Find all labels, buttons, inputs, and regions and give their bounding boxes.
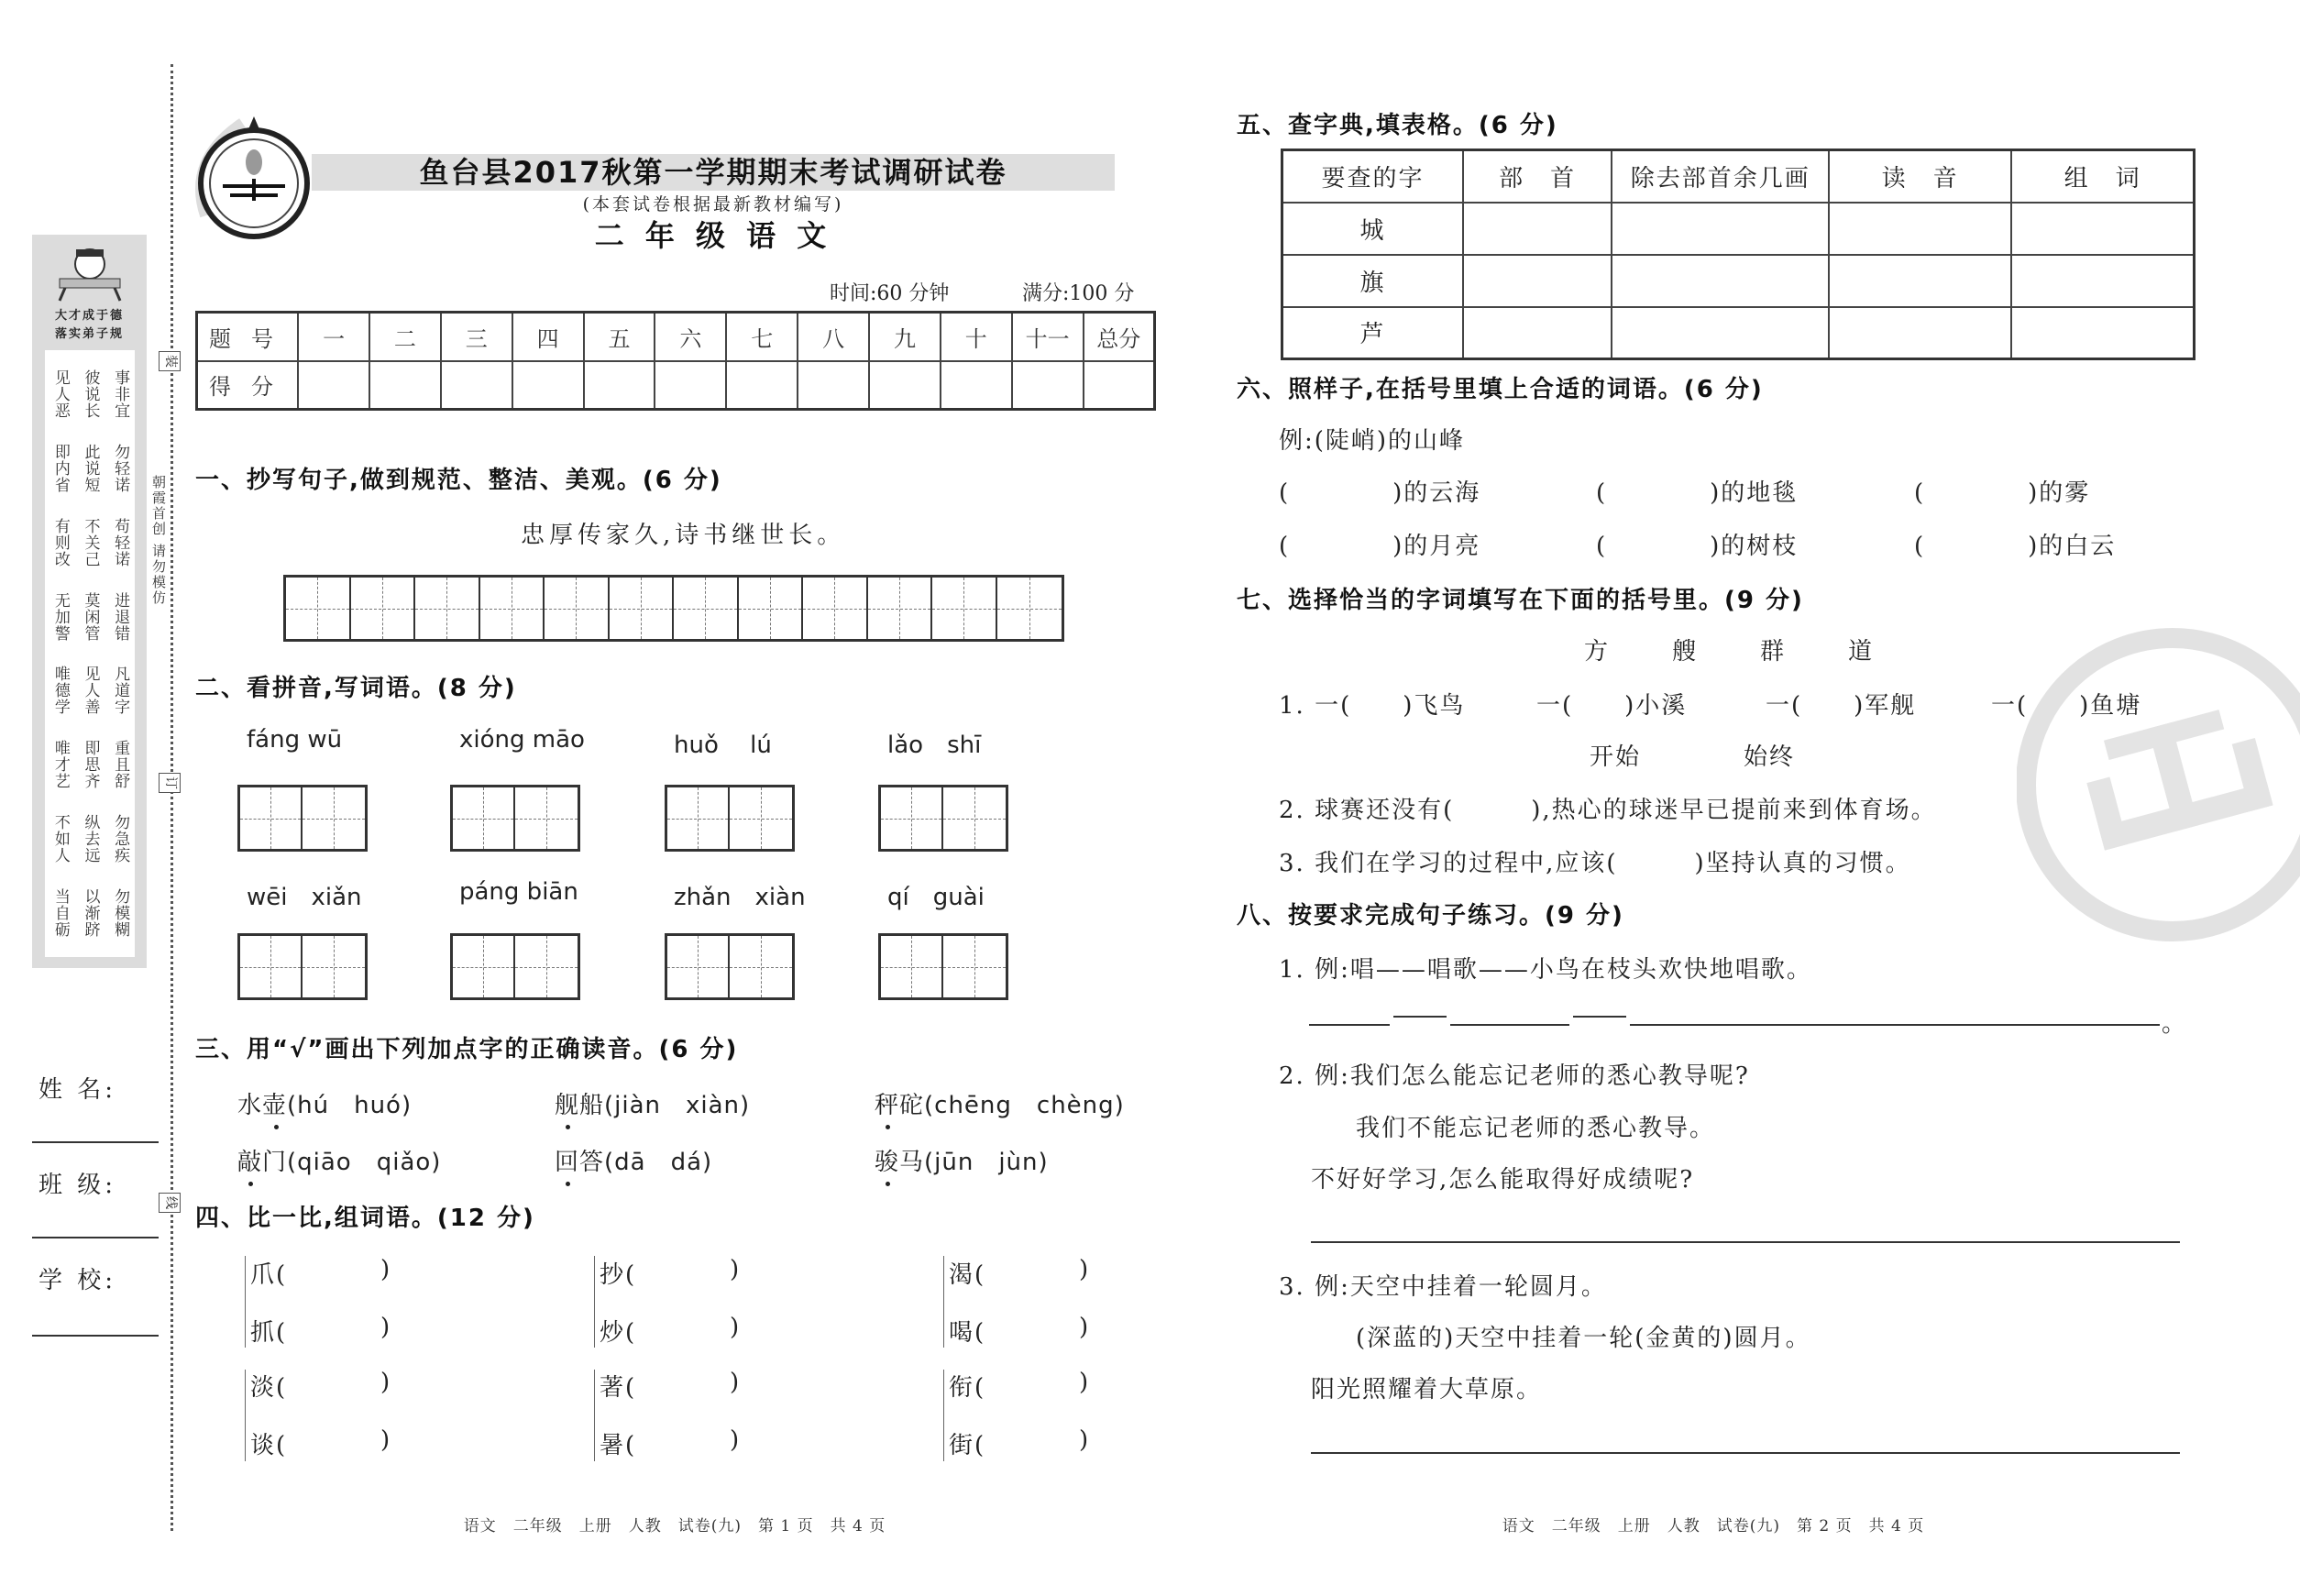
motto-line: 大才成于德 (54, 309, 124, 323)
pinyin-answer-box[interactable] (237, 785, 368, 852)
verse-group (45, 518, 135, 567)
pinyin-label: wēi xiǎn (247, 884, 362, 911)
compare-char: 衔( (949, 1374, 986, 1402)
score-header-cell: 三 (441, 313, 512, 361)
exam-title: 鱼台县2017秋第一学期期末考试调研试卷 (419, 155, 1007, 190)
answer-cell[interactable] (2011, 203, 2194, 255)
verse-line: 事非宜 (111, 369, 130, 420)
q7-choices-1: 方 艘 群 道 (1584, 638, 1878, 666)
word-answer-blank[interactable] (291, 1314, 378, 1345)
score-header-cell: 一 (298, 313, 369, 361)
compare-char: 淡( (250, 1374, 288, 1402)
verse-line: 当自砺 (50, 887, 70, 938)
q8-example-1: 1. 例:唱——唱歌——小鸟在枝头欢快地唱歌。 (1279, 956, 1812, 984)
score-header-cell: 七 (726, 313, 798, 361)
q7-item-1a: 1. 一( )飞鸟 (1279, 692, 1466, 720)
q7-heading: 七、选择恰当的字词填写在下面的括号里。(9 分) (1237, 587, 1804, 614)
verse-line: 以渐跻 (81, 887, 100, 938)
writing-cell[interactable] (739, 578, 804, 639)
answer-cell[interactable] (1612, 255, 1829, 307)
score-cell[interactable] (1084, 361, 1155, 410)
q2-heading: 二、看拼音,写词语。(8 分) (195, 675, 517, 702)
word-answer-blank[interactable] (291, 1426, 378, 1458)
word-answer-blank[interactable] (640, 1314, 727, 1345)
writing-cell[interactable] (453, 787, 515, 849)
q6-heading: 六、照样子,在括号里填上合适的词语。(6 分) (1237, 376, 1764, 403)
compare-char: 渴( (949, 1261, 986, 1289)
pinyin-answer-box[interactable] (237, 933, 368, 1000)
score-table (195, 311, 1156, 411)
word-answer-blank[interactable] (291, 1256, 378, 1287)
score-header-cell: 总分 (1084, 313, 1155, 361)
verse-group (45, 369, 135, 419)
writing-cell[interactable] (881, 936, 943, 997)
verse-line: 有则改 (50, 517, 70, 567)
verse-group (45, 888, 135, 938)
pronunciation-item[interactable]: 秤砣(chēng chèng) (875, 1092, 1125, 1119)
writing-cell[interactable] (674, 578, 739, 639)
writing-cell[interactable] (453, 936, 515, 997)
compare-bracket (943, 1370, 944, 1461)
word-answer-blank[interactable] (989, 1256, 1076, 1287)
q1-writing-grid[interactable] (283, 575, 1064, 642)
compare-char: 抓( (250, 1319, 288, 1347)
answer-cell[interactable] (1463, 307, 1612, 359)
verse-line: 进退错 (111, 591, 130, 642)
score-label-cell: 得分 (197, 361, 299, 410)
q7-item-1b: 一( )小溪 (1536, 692, 1688, 720)
close-paren: ) (1079, 1426, 1091, 1454)
score-cell[interactable] (798, 361, 869, 410)
q1-sentence: 忠厚传家久,诗书继世长。 (521, 522, 846, 549)
compare-char: 喝( (949, 1319, 986, 1347)
score-table-score-row (197, 361, 1155, 410)
score-cell[interactable] (512, 361, 584, 410)
dictionary-row (1282, 255, 2195, 307)
compare-bracket (943, 1256, 944, 1348)
answer-cell[interactable] (1612, 307, 1829, 359)
word-answer-blank[interactable] (291, 1369, 378, 1400)
verse-list (45, 350, 135, 957)
pinyin-label: fáng wū (247, 726, 343, 754)
writing-cell[interactable] (943, 936, 1006, 997)
emphasis-dot (248, 1182, 253, 1186)
q8-task-2: 不好好学习,怎么能取得好成绩呢? (1311, 1166, 1695, 1194)
verse-line: 苟轻诺 (111, 517, 130, 567)
q5-heading: 五、查字典,填表格。(6 分) (1237, 112, 1558, 139)
q1-heading: 一、抄写句子,做到规范、整洁、美观。(6 分) (195, 467, 722, 494)
writing-cell[interactable] (610, 578, 675, 639)
score-header-cell: 十 (941, 313, 1012, 361)
q8-answer-line[interactable] (1630, 1024, 2160, 1026)
verse-line: 莫闲管 (81, 591, 100, 642)
writing-cell[interactable] (240, 787, 303, 849)
pinyin-label: qí guài (887, 884, 985, 911)
pinyin-label: lǎo shī (887, 732, 982, 759)
dictionary-row (1282, 307, 2195, 359)
score-cell[interactable] (941, 361, 1012, 410)
exam-subtitle: (本套试卷根据最新教材编写) (582, 194, 844, 215)
compare-bracket (594, 1256, 595, 1348)
pinyin-answer-box[interactable] (878, 785, 1008, 852)
verse-group (45, 592, 135, 642)
q4-heading: 四、比一比,组词语。(12 分) (195, 1205, 535, 1232)
compare-char: 谈( (250, 1432, 288, 1459)
compare-bracket (245, 1370, 246, 1461)
score-cell[interactable] (869, 361, 941, 410)
close-paren: ) (380, 1369, 392, 1396)
emphasis-dot (566, 1182, 570, 1186)
q8-answer-line[interactable] (1309, 1024, 1390, 1026)
compare-char: 炒( (600, 1319, 637, 1347)
verse-line: 勿轻诺 (111, 444, 130, 494)
q8-example-3: 3. 例:天空中挂着一轮圆月。 (1279, 1273, 1607, 1301)
q6-example: 例:(陡峭)的山峰 (1279, 427, 1466, 455)
writing-cell[interactable] (286, 578, 351, 639)
q7-item-2: 2. 球赛还没有( ),热心的球迷早已提前来到体育场。 (1279, 797, 1937, 824)
pinyin-answer-box[interactable] (878, 933, 1008, 1000)
pronunciation-item[interactable]: 骏马(jūn jùn) (875, 1149, 1049, 1176)
class-field[interactable] (32, 1237, 159, 1238)
pinyin-label: páng biān (459, 878, 578, 906)
name-field[interactable] (32, 1141, 159, 1143)
writing-cell[interactable] (415, 578, 480, 639)
watermark-glyph-mark (2077, 702, 2273, 850)
exam-subject: 二 年 级 语 文 (594, 218, 832, 253)
score-header-cell: 八 (798, 313, 869, 361)
dictionary-header-cell: 组 词 (2011, 150, 2194, 203)
verse-line: 此说短 (81, 444, 100, 494)
verse-group (45, 814, 135, 864)
q7-item-3: 3. 我们在学习的过程中,应该( )坚持认真的习惯。 (1279, 850, 1911, 877)
page-footer-1: 语文 二年级 上册 人教 试卷(九) 第 1 页 共 4 页 (463, 1517, 886, 1535)
score-header-cell: 九 (869, 313, 941, 361)
emphasis-dot (886, 1182, 890, 1186)
watermark-seal (2017, 623, 2300, 953)
emphasis-dot (566, 1125, 570, 1129)
exam-full-score: 满分:100 分 (1022, 282, 1135, 305)
fill-phrase-item[interactable]: ( )的月亮 (1279, 533, 1481, 560)
writing-cell[interactable] (932, 578, 997, 639)
verse-line: 唯才艺 (50, 740, 70, 790)
word-answer-blank[interactable] (640, 1426, 727, 1458)
fill-phrase-item[interactable]: ( )的树枝 (1596, 533, 1799, 560)
writing-cell[interactable] (730, 936, 792, 997)
fill-phrase-item[interactable]: ( )的雾 (1914, 479, 2091, 507)
writing-cell[interactable] (997, 578, 1062, 639)
dictionary-table (1281, 149, 2195, 360)
pronunciation-item[interactable]: 水壶(hú huó) (237, 1092, 413, 1119)
word-answer-blank[interactable] (989, 1426, 1076, 1458)
copyright-note: 朝霞首创 请勿模仿 (150, 475, 167, 606)
word-answer-blank[interactable] (989, 1369, 1076, 1400)
fill-phrase-item[interactable]: ( )的地毯 (1596, 479, 1799, 507)
writing-cell[interactable] (351, 578, 416, 639)
lookup-char: 旗 (1282, 255, 1463, 307)
q8-answer-line-3[interactable] (1311, 1452, 2180, 1454)
close-paren: ) (380, 1314, 392, 1341)
score-header-cell: 五 (584, 313, 655, 361)
pronunciation-item[interactable]: 回答(dā dá) (555, 1149, 713, 1176)
lookup-char: 城 (1282, 203, 1463, 255)
score-cell[interactable] (1012, 361, 1084, 410)
page-footer-2: 语文 二年级 上册 人教 试卷(九) 第 2 页 共 4 页 (1502, 1517, 1925, 1535)
writing-cell[interactable] (515, 936, 578, 997)
binding-mark: 线 (159, 1193, 181, 1213)
score-header-cell: 四 (512, 313, 584, 361)
pinyin-answer-box[interactable] (450, 933, 580, 1000)
compare-bracket (245, 1256, 246, 1348)
fill-phrase-item[interactable]: ( )的云海 (1279, 479, 1481, 507)
writing-cell[interactable] (545, 578, 610, 639)
close-paren: ) (730, 1426, 742, 1454)
verse-line: 见人恶 (50, 369, 70, 420)
close-paren: ) (730, 1369, 742, 1396)
word-answer-blank[interactable] (989, 1314, 1076, 1345)
sidebar-motto-panel (32, 235, 147, 968)
verse-line: 即思齐 (81, 740, 100, 790)
score-header-cell: 题号 (197, 313, 299, 361)
close-paren: ) (1079, 1314, 1091, 1341)
verse-line: 见人善 (81, 666, 100, 716)
score-cell[interactable] (655, 361, 726, 410)
compare-char: 著( (600, 1374, 637, 1402)
pinyin-label: huǒ lú (674, 732, 772, 759)
verse-line: 彼说长 (81, 369, 100, 420)
q7-item-1c: 一( )军舰 (1766, 692, 1917, 720)
score-table-header-row (197, 313, 1155, 361)
q8-answer-line-2[interactable] (1311, 1241, 2180, 1243)
writing-cell[interactable] (803, 578, 868, 639)
dictionary-header-cell: 除去部首余几画 (1612, 150, 1829, 203)
answer-cell[interactable] (1463, 255, 1612, 307)
verse-line: 勿模糊 (111, 887, 130, 938)
score-cell[interactable] (441, 361, 512, 410)
verse-line: 勿急疾 (111, 813, 130, 864)
name-label: 姓 名: (39, 1076, 117, 1104)
q7-item-1d: 一( )鱼塘 (1991, 692, 2142, 720)
word-answer-blank[interactable] (640, 1256, 727, 1287)
q8-example-2-answer: 我们不能忘记老师的悉心教导。 (1356, 1115, 1716, 1142)
dictionary-row (1282, 203, 2195, 255)
pinyin-label: xióng māo (459, 726, 585, 754)
score-cell[interactable] (298, 361, 369, 410)
answer-cell[interactable] (1829, 255, 2011, 307)
dictionary-header-cell: 部 首 (1463, 150, 1612, 203)
writing-cell[interactable] (881, 787, 943, 849)
score-header-cell: 二 (369, 313, 441, 361)
dictionary-header-cell: 要查的字 (1282, 150, 1463, 203)
dictionary-header-cell: 读 音 (1829, 150, 2011, 203)
period: 。 (2162, 1010, 2188, 1038)
q8-task-3: 阳光照耀着大草原。 (1311, 1376, 1543, 1403)
verse-line: 纵去远 (81, 813, 100, 864)
compare-char: 街( (949, 1432, 986, 1459)
answer-cell[interactable] (1612, 203, 1829, 255)
verse-line: 无加警 (50, 591, 70, 642)
writing-cell[interactable] (303, 787, 365, 849)
verse-group (45, 666, 135, 715)
school-field[interactable] (32, 1335, 159, 1337)
exam-time: 时间:60 分钟 (830, 282, 950, 305)
compare-char: 暑( (600, 1432, 637, 1459)
compare-char: 抄( (600, 1261, 637, 1289)
verse-line: 唯德学 (50, 666, 70, 716)
pronunciation-item[interactable]: 舰船(jiàn xiàn) (555, 1092, 751, 1119)
pronunciation-item[interactable]: 敲门(qiāo qiǎo) (237, 1149, 442, 1176)
verse-line: 不如人 (50, 813, 70, 864)
fill-phrase-item[interactable]: ( )的白云 (1914, 533, 2117, 560)
verse-line: 重且舒 (111, 740, 130, 790)
q3-heading: 三、用“√”画出下列加点字的正确读音。(6 分) (195, 1036, 739, 1063)
writing-cell[interactable] (515, 787, 578, 849)
score-cell[interactable] (584, 361, 655, 410)
answer-cell[interactable] (2011, 307, 2194, 359)
close-paren: ) (380, 1426, 392, 1454)
answer-cell[interactable] (1463, 203, 1612, 255)
writing-cell[interactable] (303, 936, 365, 997)
close-paren: ) (380, 1256, 392, 1283)
answer-cell[interactable] (1829, 203, 2011, 255)
pinyin-label: zhǎn xiàn (674, 884, 806, 911)
verse-line: 不关己 (81, 517, 100, 567)
answer-cell[interactable] (1829, 307, 2011, 359)
binding-mark: 装 (159, 351, 181, 371)
dash-mark (1393, 1016, 1447, 1018)
motto-line: 落实弟子规 (54, 327, 124, 341)
emphasis-dot (886, 1125, 890, 1129)
pinyin-answer-box[interactable] (665, 785, 795, 852)
pinyin-answer-box[interactable] (665, 933, 795, 1000)
pinyin-answer-box[interactable] (450, 785, 580, 852)
writing-cell[interactable] (667, 787, 730, 849)
close-paren: ) (730, 1256, 742, 1283)
close-paren: ) (1079, 1256, 1091, 1283)
emphasis-dot (274, 1125, 279, 1129)
score-cell[interactable] (726, 361, 798, 410)
compare-bracket (594, 1370, 595, 1461)
verse-group (45, 740, 135, 789)
q7-choices-2: 开始 始终 (1590, 743, 1796, 771)
lookup-char: 芦 (1282, 307, 1463, 359)
word-answer-blank[interactable] (640, 1369, 727, 1400)
verse-line: 凡道字 (111, 666, 130, 716)
score-cell[interactable] (369, 361, 441, 410)
writing-cell[interactable] (943, 787, 1006, 849)
q8-example-2: 2. 例:我们怎么能忘记老师的悉心教导呢? (1279, 1062, 1750, 1090)
q8-example-3-answer: (深蓝的)天空中挂着一轮(金黄的)圆月。 (1356, 1325, 1811, 1352)
dash-mark (1573, 1016, 1626, 1018)
brand-logo (188, 105, 321, 248)
writing-cell[interactable] (868, 578, 933, 639)
writing-cell[interactable] (667, 936, 730, 997)
writing-cell[interactable] (480, 578, 545, 639)
q8-answer-line[interactable] (1450, 1024, 1569, 1026)
verse-group (45, 444, 135, 493)
score-header-cell: 六 (655, 313, 726, 361)
verse-line: 即内省 (50, 444, 70, 494)
writing-cell[interactable] (240, 936, 303, 997)
dictionary-table-header (1282, 150, 2195, 203)
binding-line (171, 64, 173, 1531)
binding-mark: 订 (159, 773, 181, 793)
student-reading-illustration (52, 244, 127, 303)
score-header-cell: 十一 (1012, 313, 1084, 361)
writing-cell[interactable] (730, 787, 792, 849)
q8-heading: 八、按要求完成句子练习。(9 分) (1237, 902, 1624, 930)
school-label: 学 校: (39, 1267, 117, 1294)
close-paren: ) (730, 1314, 742, 1341)
answer-cell[interactable] (2011, 255, 2194, 307)
compare-char: 爪( (250, 1261, 288, 1289)
close-paren: ) (1079, 1369, 1091, 1396)
class-label: 班 级: (39, 1172, 117, 1199)
